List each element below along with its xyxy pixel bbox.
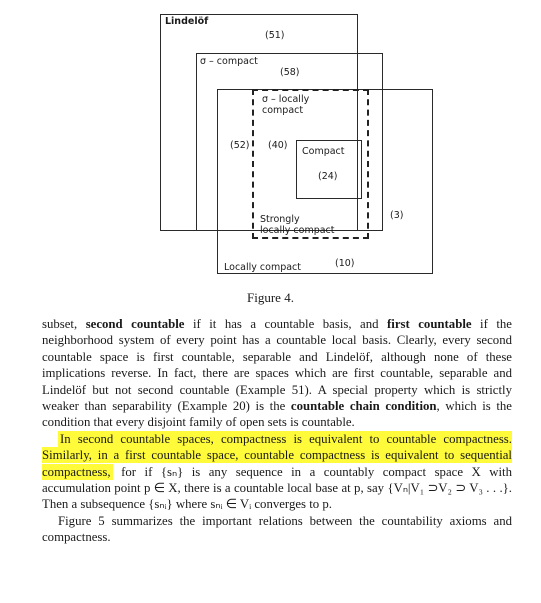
count-52: (52) (230, 140, 250, 151)
term-first-countable: first countable (387, 317, 472, 331)
text-run: for if {sₙ} is any sequence in a countably compact space X with accumulation point p ∈ X, there is a countable local base at p, say {Vₙ|V₁ ⊃V₂ ⊃ V₃ . . .}. Then a subsequence {sₙᵢ} where sₙᵢ ∈ Vᵢ converges to p. (42, 464, 512, 512)
count-strongly: (3) (390, 210, 404, 221)
body-text (42, 316, 512, 546)
count-lindelof: (51) (265, 30, 285, 41)
text-run: subset, (42, 317, 86, 331)
term-countable-chain-condition: countable chain condition (290, 399, 437, 414)
highlighted-text: In second countable spaces, compactness is equivalent to countable compactness. Similarly, in a first countable space, countable compactness is equivalent to sequential compactness, (42, 431, 512, 479)
label-lindelof: Lindelöf (165, 16, 209, 27)
label-compact: Compact (302, 146, 345, 157)
count-sigma-compact: (58) (280, 67, 300, 78)
label-strongly-locally-compact: Strongly locally compact (260, 214, 335, 236)
text-run: if the neighborhood system of every point has a countable local basis. Clearly, every second countable space is first countable, separable and Lindelöf, although none of these implications reverse. In fact, there are spaces which are first countable, separable and Lindelöf but not second countable (Example 51). A special property which is strictly weaker than separability (Example 20) is the (42, 317, 512, 414)
term-second-countable: second countable (85, 317, 185, 331)
text-run: , which is the condition that every disjoint family of open sets is countable. (42, 399, 512, 430)
count-compact: (24) (318, 171, 338, 182)
label-sigma-compact: σ – compact (200, 56, 258, 67)
paragraph-2 (42, 431, 512, 513)
paragraph-1 (42, 316, 512, 431)
paragraph-3: Figure 5 summarizes the important relations between the countability axioms and compactness. (42, 513, 512, 545)
count-locally-compact: (10) (335, 258, 355, 269)
label-locally-compact: Locally compact (224, 262, 301, 273)
count-40: (40) (268, 140, 288, 151)
text-run: if it has a countable basis, and (184, 317, 388, 331)
figure-caption: Figure 4. (247, 290, 294, 305)
label-sigma-locally-compact: σ – locally compact (262, 94, 310, 116)
